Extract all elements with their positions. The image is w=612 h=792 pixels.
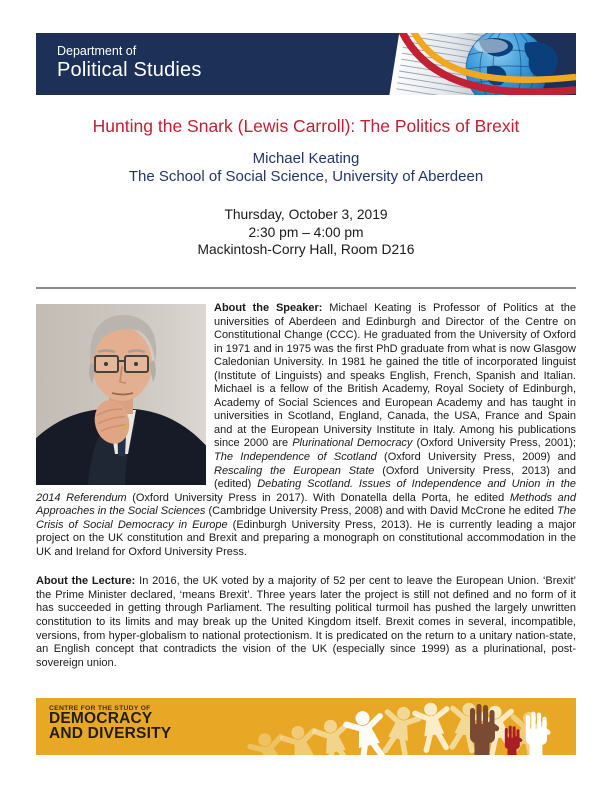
event-details [36, 206, 576, 259]
about-speaker-paragraph: About the Speaker: Michael Keating is Professor of Politics at the universities of Aberdeen and Edinburgh and Director of the Centre on Constitutional Change (CCC). He graduated from the University of Oxford in 1971 and in 1975 was the first PhD graduate from what is now Glasgow Caledonian University. In 1981 he gained the title of incorporated linguist (Institute of Linguists) and speaks English, French, Spanish and Italian. Michael is a fellow of the British Academy, Royal Society of Edinburgh, Academy of Social Sciences and European Academy and has taught in universities in Scotland, England, Canada, the USA, France and Spain and at the European University Institute in Italy. Among his publications since 2000 are Plurinational Democracy (Oxford University Press, 2001); The Independence of Scotland (Oxford University Press, 2009) and Rescaling the European State (Oxford University Press, 2013) and (edited) Debating Scotland. Issues of Independence and Union in the 2014 Referendum (Oxford University Press in 2017). With Donatella della Porta, he edited Methods and Approaches in the Social Sciences (Cambridge University Press, 2008) and with David McCrone he edited The Crisis of Social Democracy in Europe (Edinburgh University Press, 2013). He is currently leading a major project on the UK constitution and Brexit and preparing a monograph on constitutional accommodation in the UK and Ireland for Oxford University Press. [36, 302, 577, 558]
department-wordmark [57, 44, 202, 81]
event-time: 2:30 pm – 4:00 pm [248, 224, 364, 240]
centre-name-line1: DEMOCRACY [49, 710, 153, 727]
department-line1: Department of [57, 44, 137, 58]
about-lecture-paragraph: About the Lecture: In 2016, the UK voted by a majority of 52 per cent to leave the European Union. ‘Brexit’ the Prime Minister declared, ‘means Brexit’. Three years later the project is still not defined and no form of it has succeeded in getting through Parliament. The resulting political turmoil has pushed the largely unwritten constitution to its limits and may break up the United Kingdom itself. Brexit comes in several, incompatible, versions, from hyper-globalism to national protectionism. It is predicated on the return to a unitary nation-state, an English concept that contradicts the vision of the UK (especially since 1999) as a plurinational, post-sovereign union. [36, 575, 576, 669]
event-date: Thursday, October 3, 2019 [224, 207, 388, 222]
body-text [36, 302, 576, 670]
speaker-photo [36, 304, 206, 485]
lecture-title: Hunting the Snark (Lewis Carroll): The Politics of Brexit [92, 116, 520, 136]
divider [36, 287, 576, 289]
globe-icon [311, 33, 576, 95]
speaker-name: Michael Keating [252, 150, 360, 167]
centre-kicker: CENTRE FOR THE STUDY OF [49, 705, 151, 712]
event-location: Mackintosh-Corry Hall, Room D216 [197, 242, 415, 257]
speaker-affiliation: The School of Social Science, University of Aberdeen [128, 167, 484, 185]
centre-wordmark [49, 705, 171, 741]
centre-banner [36, 698, 576, 755]
department-banner [36, 33, 576, 95]
speaker-block [36, 150, 576, 185]
department-line2: Political Studies [57, 59, 202, 81]
centre-name-line2: AND DIVERSITY [49, 724, 172, 742]
raised-hands-icon [452, 702, 564, 755]
